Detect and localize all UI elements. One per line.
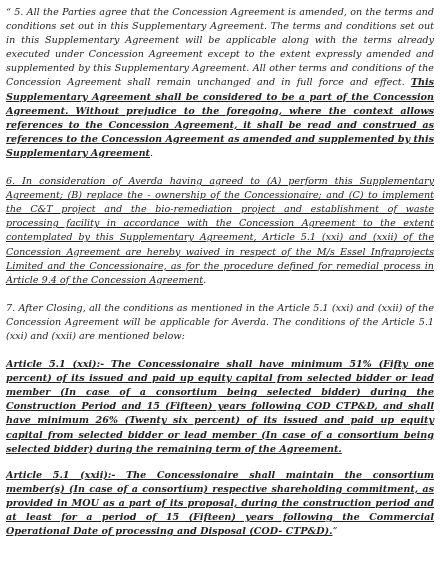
article-5-1-xxi-text: Article 5.1 (xxi):- The Concessionaire shall have minimum 51% (Fifty one percent) of its issued and paid up equity capital from selected bidder or lead member (In case of a consortium being selected bidder) during the Construction Period and 15 (Fifteen) years following COD CTP&D, and shall have minimum 26% (Twenty six percent) of its issued and paid up equity capital from selected bidder or lead member (In case of a consortium being selected bidder) during the remaining term of the Agreement.	[6, 359, 434, 455]
paragraph-6-period: .	[203, 274, 207, 286]
article-5-1-xxii-text: Article 5.1 (xxii):- The Concessionaire shall maintain the consortium member(s) (In case of a consortium) respective shareholding commitment, as provided in MOU as a part of its proposal, during the construction period and at least for a period of 15 (Fifteen) years following the Commercial Operational Date of processing and Disposal (COD- CTP&D).	[6, 469, 434, 538]
article-5-1-xxii	[6, 469, 434, 539]
paragraph-7	[6, 302, 434, 344]
paragraph-5-text: “ 5. All the Parties agree that the Concession Agreement is amended, on the terms and conditions set out in this Supplementary Agreement. The terms and conditions set out in this Supplementary Agreement will be applicable along with the terms already executed under Concession Agreement except to the extent expressly amended and supplemented by this Supplementary Agreement. All other terms and conditions of the Concession Agreement shall remain unchanged and in full force and effect.	[6, 7, 434, 89]
paragraph-5	[6, 6, 434, 161]
paragraph-7-text: 7. After Closing, all the conditions as mentioned in the Article 5.1 (xxi) and (xxii) of the Concession Agreement will be applicable for Averda. The conditions of the Article 5.1 (xxi) and (xxii) are mentioned below:	[6, 302, 434, 342]
article-5-1-xxi	[6, 358, 434, 457]
paragraph-6	[6, 175, 434, 288]
paragraph-5-period: .	[150, 147, 154, 159]
closing-quote: ”	[332, 526, 338, 538]
paragraph-6-text: 6. In consideration of Averda having agreed to (A) perform this Supplementary Agreement; (B) replace the - ownership of the Concessionaire; and (C) to implement the C&T project and the bio-remediation project and establishment of waste processing facility in accordance with the Concession Agreement to the extent contemplated by this Supplementary Agreement, Article 5.1 (xxi) and (xxii) of the Concession Agreement are hereby waived in respect of the M/s Essel Infraprojects Limited and the Concessionaire, as for the procedure defined for remedial process in Article 9.4 of the Concession Agreement	[6, 176, 434, 286]
paragraph-5-emphasis: This Supplementary Agreement shall be considered to be a part of the Concession Agreement. Without prejudice to the foregoing, where the context allows references to the Concession Agreement, it shall be read and construed as references to the Concession Agreement as amended and supplemented by this Supplementary Agreement	[6, 77, 434, 159]
document-page	[6, 6, 434, 553]
